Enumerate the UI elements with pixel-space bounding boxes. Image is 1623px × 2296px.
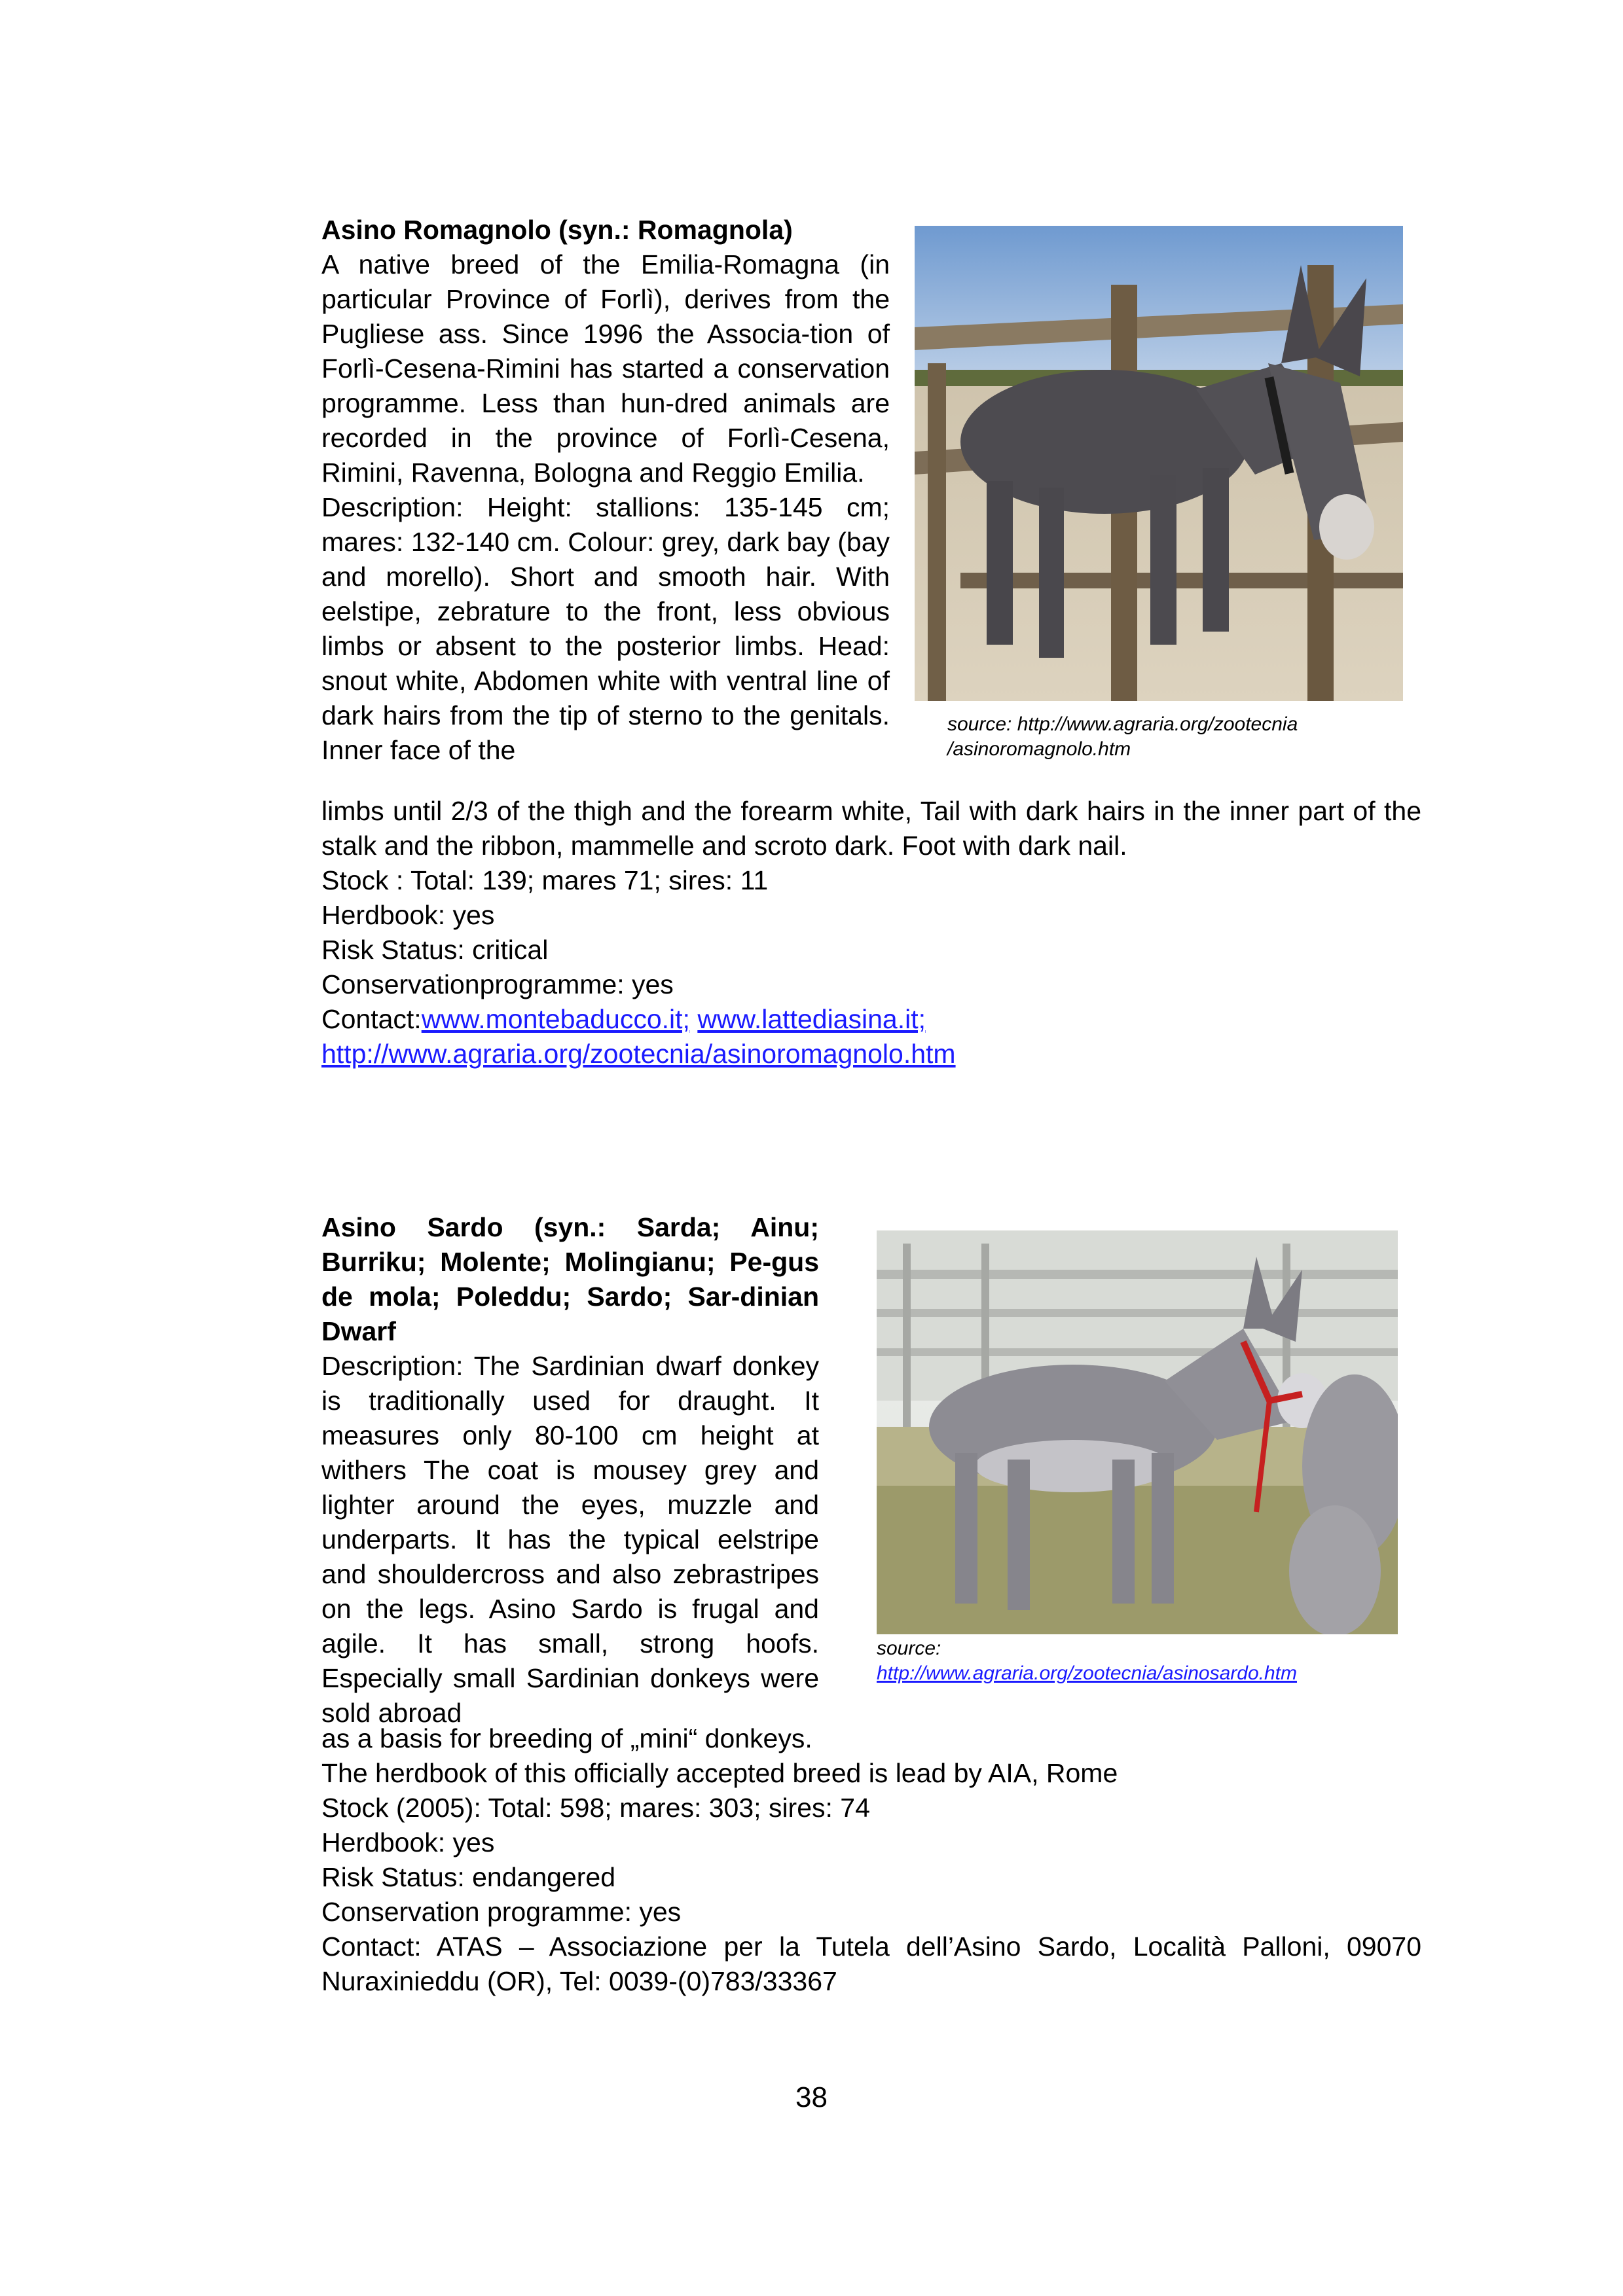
- romagnolo-herdbook: Herdbook: yes: [321, 900, 495, 930]
- donkey-image: [915, 226, 1403, 701]
- romagnolo-heading: Asino Romagnolo (syn.: Romagnola): [321, 215, 793, 245]
- romagnolo-caption-line1: source: http://www.agraria.org/zootecnia: [947, 713, 1298, 735]
- link-agraria-sardo[interactable]: http://www.agraria.org/zootecnia/asinosardo.htm: [877, 1662, 1297, 1684]
- romagnolo-donkey-photo: [915, 226, 1403, 701]
- sardo-caption-line1: source:: [877, 1638, 941, 1659]
- donkey-image: [877, 1230, 1398, 1634]
- link-agraria-romagnolo[interactable]: http://www.agraria.org/zootecnia/asinoromagnolo.htm: [321, 1039, 956, 1069]
- sardo-description: Description: The Sardinian dwarf donkey is traditionally used for draught. It measures only 80-100 cm height at withers The coat is mousey grey and lighter around the eyes, muzzle and underparts. It has the typical eelstripe and shouldercross and also zebrastripes on the legs. Asino Sardo is frugal and agile. It has small, strong hoofs. Especially small Sardinian donkeys were sold abroad: [321, 1351, 819, 1728]
- sardo-stock: Stock (2005): Total: 598; mares: 303; sires: 74: [321, 1793, 870, 1823]
- link-montebaducco[interactable]: www.montebaducco.it;: [421, 1004, 690, 1034]
- romagnolo-description-cont: limbs until 2/3 of the thigh and the forearm white, Tail with dark hairs in the inner part of the stalk and the ribbon, mammelle and scroto dark. Foot with dark nail.: [321, 796, 1421, 861]
- romagnolo-description: Description: Height: stallions: 135-145 cm; mares: 132-140 cm. Colour: grey, dark bay (bay and morello). Short and smooth hair. With eelstipe, zebrature to the front, less obvious limbs or absent to the posterior limbs. Head: snout white, Abdomen white with ventral line of dark hairs from the tip of sterno to the genitals. Inner face of the: [321, 492, 890, 765]
- sardo-donkey-photo: [877, 1230, 1398, 1634]
- sardo-text-column: [321, 1210, 819, 1731]
- romagnolo-stock: Stock : Total: 139; mares 71; sires: 11: [321, 865, 769, 895]
- sardo-risk-status: Risk Status: endangered: [321, 1862, 615, 1892]
- romagnolo-caption-line2: /asinoromagnolo.htm: [947, 738, 1131, 760]
- sardo-conservation: Conservation programme: yes: [321, 1897, 682, 1927]
- link-lattediasina[interactable]: www.lattediasina.it;: [697, 1004, 926, 1034]
- sardo-contact: Contact: ATAS – Associazione per la Tutela dell’Asino Sardo, Località Palloni, 09070 Nuraxinieddu (OR), Tel: 0039-(0)783/33367: [321, 1931, 1421, 1996]
- romagnolo-contact-label: Contact:: [321, 1004, 422, 1034]
- sardo-text-wide: [321, 1721, 1421, 1999]
- romagnolo-contact: [321, 1002, 1421, 1037]
- page-number: 38: [795, 2081, 828, 2113]
- romagnolo-text-column: [321, 213, 890, 768]
- romagnolo-photo-caption: [947, 712, 1406, 762]
- sardo-line-abroad: as a basis for breeding of „mini“ donkeys.: [321, 1723, 812, 1753]
- romagnolo-intro: A native breed of the Emilia-Romagna (in particular Province of Forlì), derives from the Pugliese ass. Since 1996 the Associa-tion of Forlì-Cesena-Rimini has started a conservation programme. Less than hun-dred animals are recorded in the province of Forlì-Cesena, Rimini, Ravenna, Bologna and Reggio Emilia.: [321, 249, 890, 488]
- sardo-heading: Asino Sardo (syn.: Sarda; Ainu; Burriku; Molente; Molingianu; Pe-gus de mola; Poleddu; Sardo; Sar-dinian Dwarf: [321, 1212, 819, 1346]
- sardo-photo-caption: [877, 1636, 1394, 1686]
- sardo-herdbook: Herdbook: yes: [321, 1827, 495, 1857]
- romagnolo-conservation: Conservationprogramme: yes: [321, 969, 674, 999]
- romagnolo-risk-status: Risk Status: critical: [321, 935, 549, 965]
- sardo-herdbook-lead: The herdbook of this officially accepted breed is lead by AIA, Rome: [321, 1758, 1118, 1788]
- romagnolo-text-wide: [321, 794, 1421, 1071]
